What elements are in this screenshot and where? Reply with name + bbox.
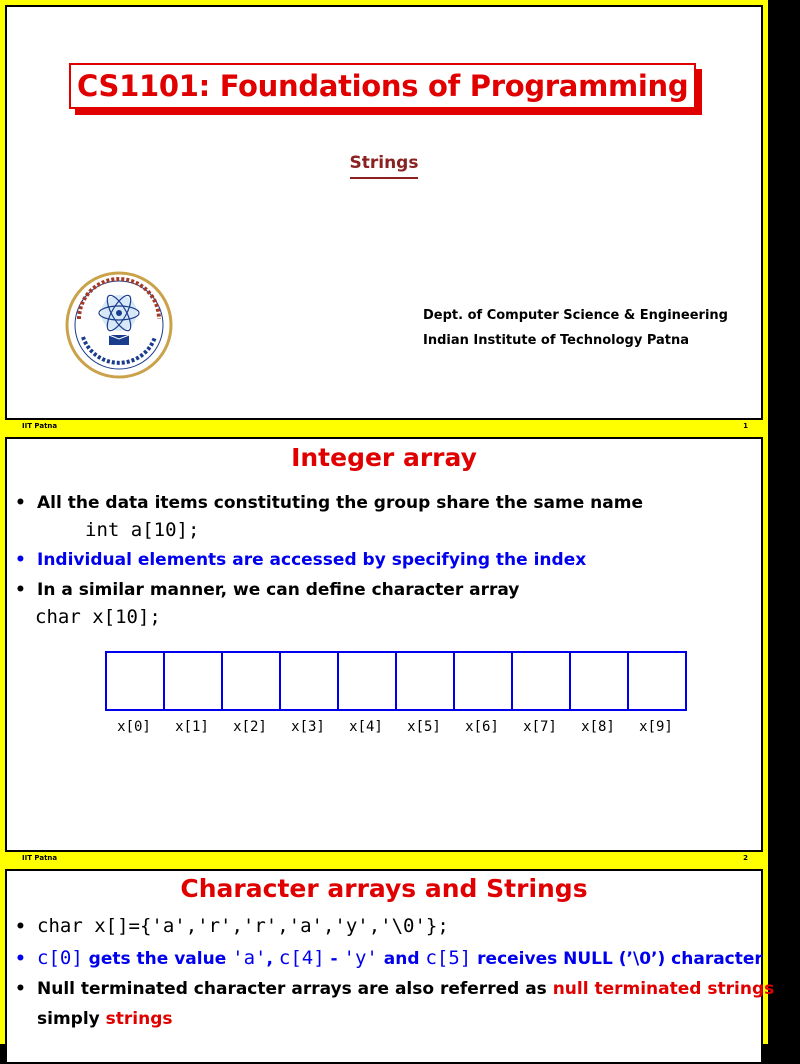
bullet-2: • c[0] gets the value 'a', c[4] - 'y' and c[5] receives NULL (’\0’) character	[15, 947, 763, 969]
page-title: CS1101: Foundations of Programming	[77, 69, 689, 103]
cell-label: x[1]	[175, 719, 209, 735]
code-char-init: char x[]={'a','r','r','a','y','\0'};	[37, 915, 449, 937]
cell-label: x[7]	[523, 719, 557, 735]
cell-label: x[2]	[233, 719, 267, 735]
slide-number: 2	[743, 854, 748, 862]
bullet-3-text: In a similar manner, we can define character array	[37, 580, 520, 600]
array-cell	[279, 651, 339, 711]
slide-1	[0, 0, 768, 432]
slide-title: Integer array	[291, 443, 477, 472]
bullet-3: • In a similar manner, we can define character array	[15, 580, 520, 600]
bullet-2-text: Individual elements are accessed by specifying the index	[37, 550, 587, 570]
bullet-1: • All the data items constituting the group share the same name	[15, 493, 643, 513]
text: receives NULL (’\0’) character	[471, 949, 763, 969]
code-a: 'a'	[232, 947, 267, 969]
footer	[0, 420, 768, 432]
bullet-1-text: All the data items constituting the group share the same name	[37, 493, 643, 513]
slide-1-body	[5, 5, 763, 420]
dept-line-1: Dept. of Computer Science & Engineering	[423, 308, 728, 323]
array-cell	[511, 651, 571, 711]
array-cell	[627, 651, 687, 711]
array-cells	[105, 651, 685, 711]
cell-label: x[3]	[291, 719, 325, 735]
code-y: 'y'	[343, 947, 378, 969]
footer-left: IIT Patna	[22, 422, 58, 430]
code-c4: c[4]	[278, 947, 325, 969]
bullet-3-cont	[37, 1009, 173, 1029]
array-cell	[221, 651, 281, 711]
bullet-2: • Individual elements are accessed by specifying the index	[15, 550, 587, 570]
highlight-text: null terminated strings	[552, 979, 775, 999]
array-cell	[105, 651, 165, 711]
text: and	[377, 949, 426, 969]
text: -	[324, 949, 344, 969]
slide-3-body	[5, 869, 800, 1064]
array-cell	[337, 651, 397, 711]
array-cell	[453, 651, 513, 711]
slide-2-body	[5, 437, 763, 852]
subtitle	[7, 153, 761, 173]
cell-label: x[6]	[465, 719, 499, 735]
array-cell	[395, 651, 455, 711]
dept-line-2: Indian Institute of Technology Patna	[423, 333, 690, 348]
subtitle-text: Strings	[350, 153, 419, 179]
text: simply	[37, 1009, 106, 1029]
bullet-1: • char x[]={'a','r','r','a','y','\0'};	[15, 915, 449, 937]
slide-2	[0, 432, 768, 864]
cell-label: x[9]	[639, 719, 673, 735]
bullet-3: • Null terminated character arrays are also referred as null terminated strings or	[15, 979, 800, 999]
footer	[0, 852, 768, 864]
slide-title: Character arrays and Strings	[180, 874, 588, 903]
text: or	[774, 979, 800, 999]
title-box	[69, 63, 696, 109]
array-cell	[163, 651, 223, 711]
cell-label: x[5]	[407, 719, 441, 735]
array-cell	[569, 651, 629, 711]
footer-left: IIT Patna	[22, 854, 58, 862]
code-int-array: int a[10];	[85, 519, 200, 541]
code-char-array: char x[10];	[35, 606, 161, 628]
institute-logo	[65, 269, 173, 385]
slide-3	[0, 864, 800, 1044]
code-c5: c[5]	[425, 947, 472, 969]
text: ,	[266, 949, 279, 969]
cell-label: x[8]	[581, 719, 615, 735]
department-info	[423, 303, 728, 353]
code-c0: c[0]	[37, 947, 83, 969]
highlight-text: strings	[105, 1009, 173, 1029]
array-labels	[105, 719, 685, 735]
text: gets the value	[82, 949, 233, 969]
cell-label: x[4]	[349, 719, 383, 735]
slide-number: 1	[743, 422, 748, 430]
cell-label: x[0]	[117, 719, 151, 735]
text: Null terminated character arrays are also referred as	[37, 979, 553, 999]
